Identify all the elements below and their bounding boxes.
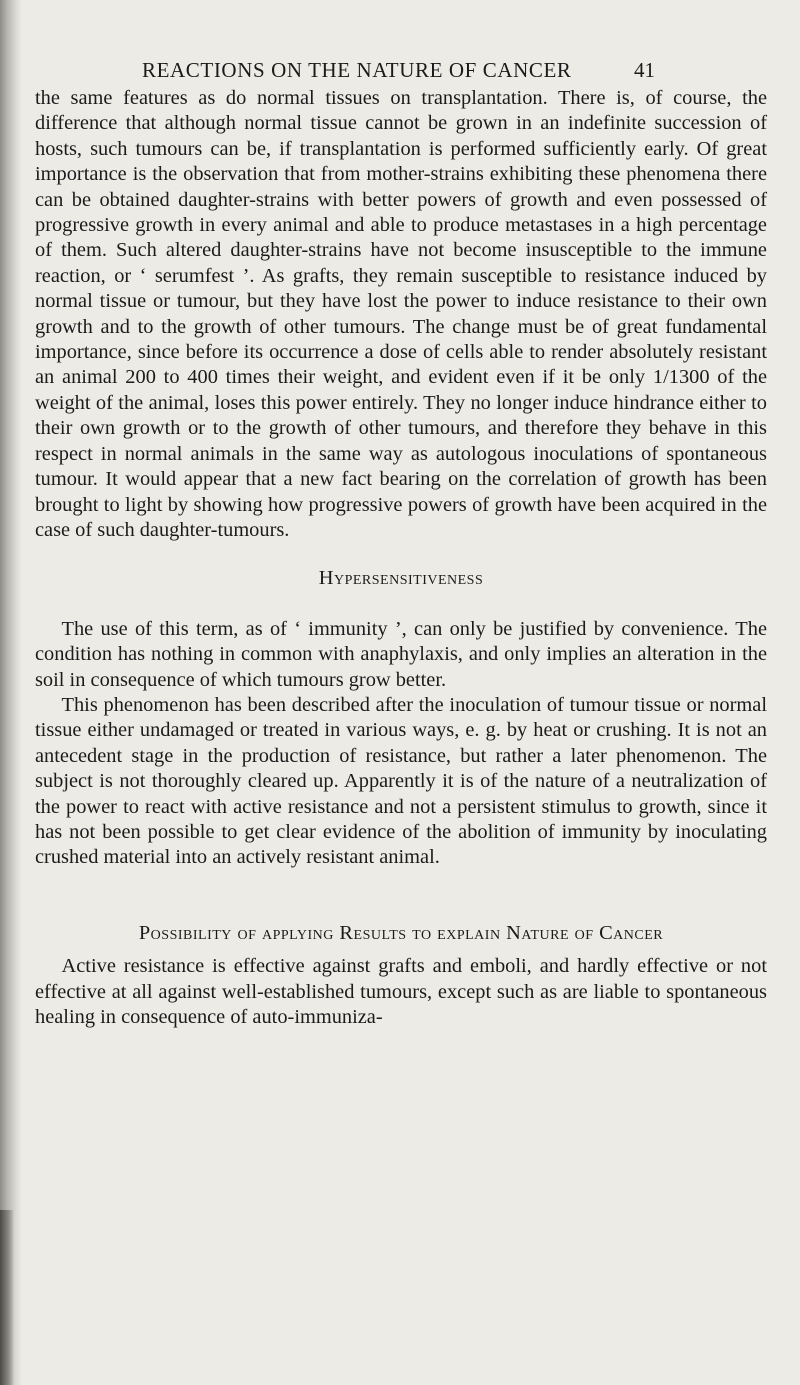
running-header	[0, 58, 800, 88]
page-number: 41	[634, 58, 655, 82]
running-title: REACTIONS ON THE NATURE OF CANCER	[142, 58, 572, 82]
page-body	[35, 86, 767, 1030]
paragraph-continuation: the same features as do normal tissues on transplantation. There is, of course, the difference that although normal tissue cannot be grown in an indefinite succession of hosts, such tumours can be, if transplantation is performed sufficiently early. Of great importance is the observation that from mother-strains exhibiting these phenomena there can be obtained daughter-strains with better powers of growth and even possessed of progressive growth in every animal and able to produce metastases in a high percentage of them. Such altered daughter-strains have not become insusceptible to the immune reaction, or ‘ serumfest ’. As grafts, they remain susceptible to resistance induced by normal tissue or tumour, but they have lost the power to induce resistance to their own growth and to the growth of other tumours. The change must be of great fundamental importance, since before its occurrence a dose of cells able to render absolutely resistant an animal 200 to 400 times their weight, and evident even if it be only 1/1300 of the weight of the animal, loses this power entirely. They no longer induce hindrance either to their own growth or to the growth of other tumours, and therefore they behave in this respect in normal animals in the same way as autologous inoculations of spontaneous tumour. It would appear that a new fact bearing on the correlation of growth has been brought to light by showing how progressive powers of growth have been acquired in the case of such daughter-tumours.	[35, 87, 767, 541]
paragraph-active-resistance: Active resistance is effective against grafts and emboli, and hardly effective or not effective at all against well-established tumours, except such as are liable to spontaneous healing in consequence of auto-immuniza-	[35, 955, 767, 1028]
paragraph-hypersensitiveness-intro: The use of this term, as of ‘ immunity ’, can only be justified by convenience. The condition has nothing in common with anaphylaxis, and only implies an alteration in the soil in consequence of which tumours grow better.	[35, 617, 767, 691]
section-heading-possibility: Possibility of applying Results to explain Nature of Cancer	[138, 921, 664, 944]
page-binding-shadow-lower	[0, 1210, 14, 1385]
page-binding-shadow	[0, 0, 22, 1385]
section-heading-hypersensitiveness: Hypersensitiveness	[318, 567, 484, 590]
paragraph-hypersensitiveness-detail: This phenomenon has been described after the inoculation of tumour tissue or normal tissue either undamaged or treated in various ways, e. g. by heat or crushing. It is not an antecedent stage in the production of resistance, but rather a later phenomenon. The subject is not thoroughly cleared up. Apparently it is of the nature of a neutralization of the power to react with active resistance and not a persistent stimulus to growth, since it has not been possible to get clear evidence of the abolition of immunity by inoculating crushed material into an actively resistant animal.	[35, 693, 767, 869]
